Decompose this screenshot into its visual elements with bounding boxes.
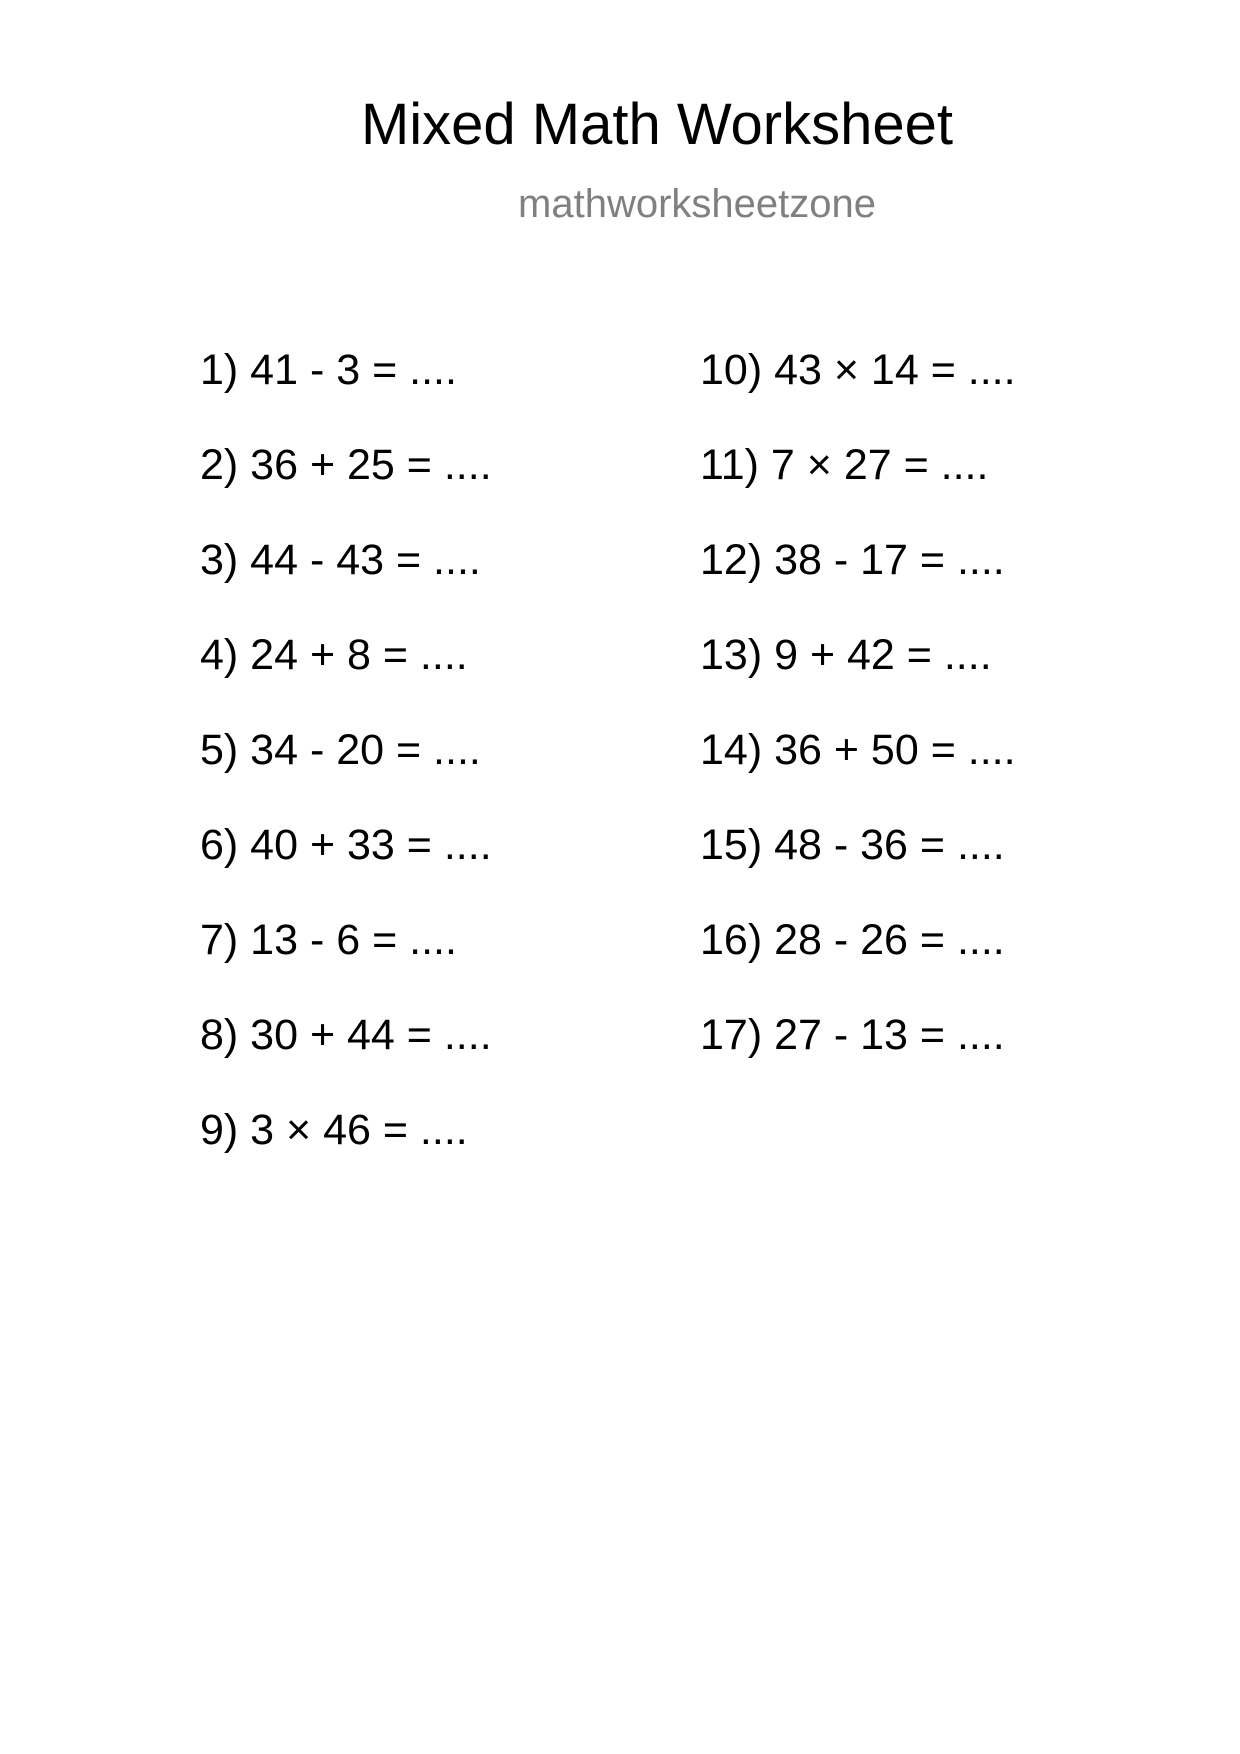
problem-3: 3) 44 - 43 = .... — [200, 536, 481, 584]
problem-12: 12) 38 - 17 = .... — [700, 536, 1005, 584]
problem-2: 2) 36 + 25 = .... — [200, 441, 492, 489]
problem-7: 7) 13 - 6 = .... — [200, 916, 457, 964]
problem-5: 5) 34 - 20 = .... — [200, 726, 481, 774]
problem-9: 9) 3 × 46 = .... — [200, 1106, 468, 1154]
problem-6: 6) 40 + 33 = .... — [200, 821, 492, 869]
problem-11: 11) 7 × 27 = .... — [700, 441, 989, 489]
page-subtitle: mathworksheetzone — [518, 182, 876, 226]
problem-17: 17) 27 - 13 = .... — [700, 1011, 1005, 1059]
problem-13: 13) 9 + 42 = .... — [700, 631, 992, 679]
page-title: Mixed Math Worksheet — [360, 92, 954, 157]
problem-4: 4) 24 + 8 = .... — [200, 631, 468, 679]
problem-14: 14) 36 + 50 = .... — [700, 726, 1016, 774]
problem-1: 1) 41 - 3 = .... — [200, 346, 457, 394]
problem-15: 15) 48 - 36 = .... — [700, 821, 1005, 869]
problem-16: 16) 28 - 26 = .... — [700, 916, 1005, 964]
problem-column-right — [700, 346, 1016, 1109]
problem-column-left — [200, 346, 492, 1204]
problem-8: 8) 30 + 44 = .... — [200, 1011, 492, 1059]
problem-10: 10) 43 × 14 = .... — [700, 346, 1016, 394]
